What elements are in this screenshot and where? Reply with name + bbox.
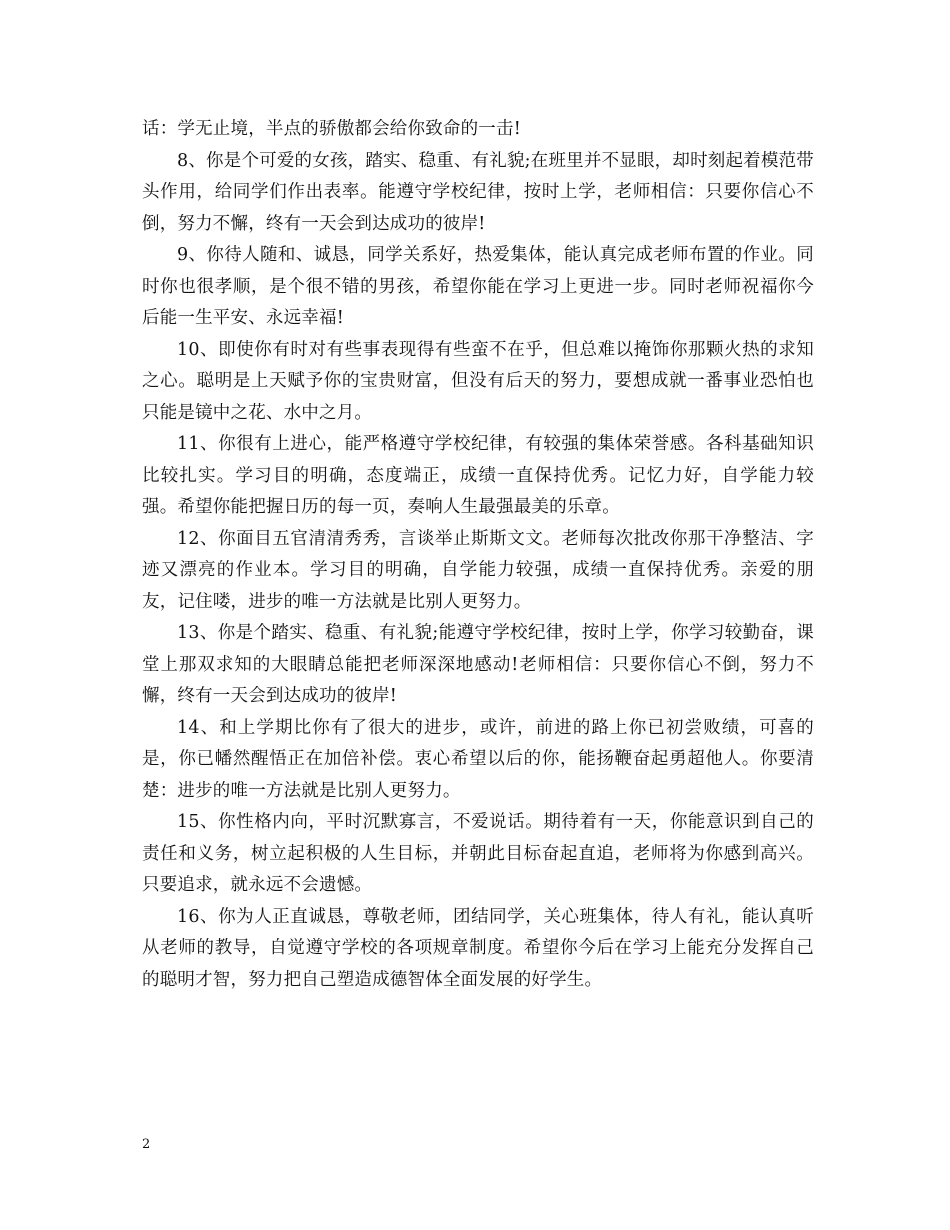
paragraph-comment-10: 10、即使你有时对有些事表现得有些蛮不在乎，但总难以掩饰你那颗火热的求知之心。聪明是上天赋予你的宝贵财富，但没有后天的努力，要想成就一番事业恐怕也只能是镜中之花、水中之月。 — [142, 339, 814, 423]
paragraph-comment-13: 13、你是个踏实、稳重、有礼貌;能遵守学校纪律，按时上学，你学习较勤奋，课堂上那双求知的大眼睛总能把老师深深地感动!老师相信：只要你信心不倒，努力不懈，终有一天会到达成功的彼岸! — [142, 623, 814, 706]
paragraph-comment-15: 15、你性格内向，平时沉默寡言，不爱说话。期待着有一天，你能意识到自己的责任和义务，树立起积极的人生目标，并朝此目标奋起直追，老师将为你感到高兴。只要追求，就永远不会遗憾。 — [142, 812, 814, 895]
paragraph-comment-9: 9、你待人随和、诚恳，同学关系好，热爱集体，能认真完成老师布置的作业。同时你也很孝顺，是个很不错的男孩，希望你能在学习上更进一步。同时老师祝福你今后能一生平安、永远幸福! — [142, 245, 814, 328]
page-number: 2 — [142, 1137, 151, 1152]
paragraph-comment-16: 16、你为人正直诚恳，尊敬老师，团结同学，关心班集体，待人有礼，能认真听从老师的教导，自觉遵守学校的各项规章制度。希望你今后在学习上能充分发挥自己的聪明才智，努力把自己塑造成德智体全面发展的好学生。 — [142, 906, 814, 990]
paragraph-comment-12: 12、你面目五官清清秀秀，言谈举止斯斯文文。老师每次批改你那干净整洁、字迹又漂亮的作业本。学习目的明确，自学能力较强，成绩一直保持优秀。亲爱的朋友，记住喽，进步的唯一方法就是比别人更努力。 — [142, 528, 814, 612]
paragraph-comment-14: 14、和上学期比你有了很大的进步，或许，前进的路上你已初尝败绩，可喜的是，你已幡然醒悟正在加倍补偿。衷心希望以后的你，能扬鞭奋起勇超他人。你要清楚：进步的唯一方法就是比别人更努力。 — [142, 717, 814, 801]
document-body — [142, 114, 814, 996]
paragraph-comment-11: 11、你很有上进心，能严格遵守学校纪律，有较强的集体荣誉感。各科基础知识比较扎实。学习目的明确，态度端正，成绩一直保持优秀。记忆力好，自学能力较强。希望你能把握日历的每一页，奏响人生最强最美的乐章。 — [142, 434, 814, 517]
paragraph-comment-8: 8、你是个可爱的女孩，踏实、稳重、有礼貌;在班里并不显眼，却时刻起着模范带头作用，给同学们作出表率。能遵守学校纪律，按时上学，老师相信：只要你信心不倒，努力不懈，终有一天会到达成功的彼岸! — [142, 150, 814, 234]
paragraph-continuation: 话：学无止境，半点的骄傲都会给你致命的一击! — [142, 119, 521, 139]
